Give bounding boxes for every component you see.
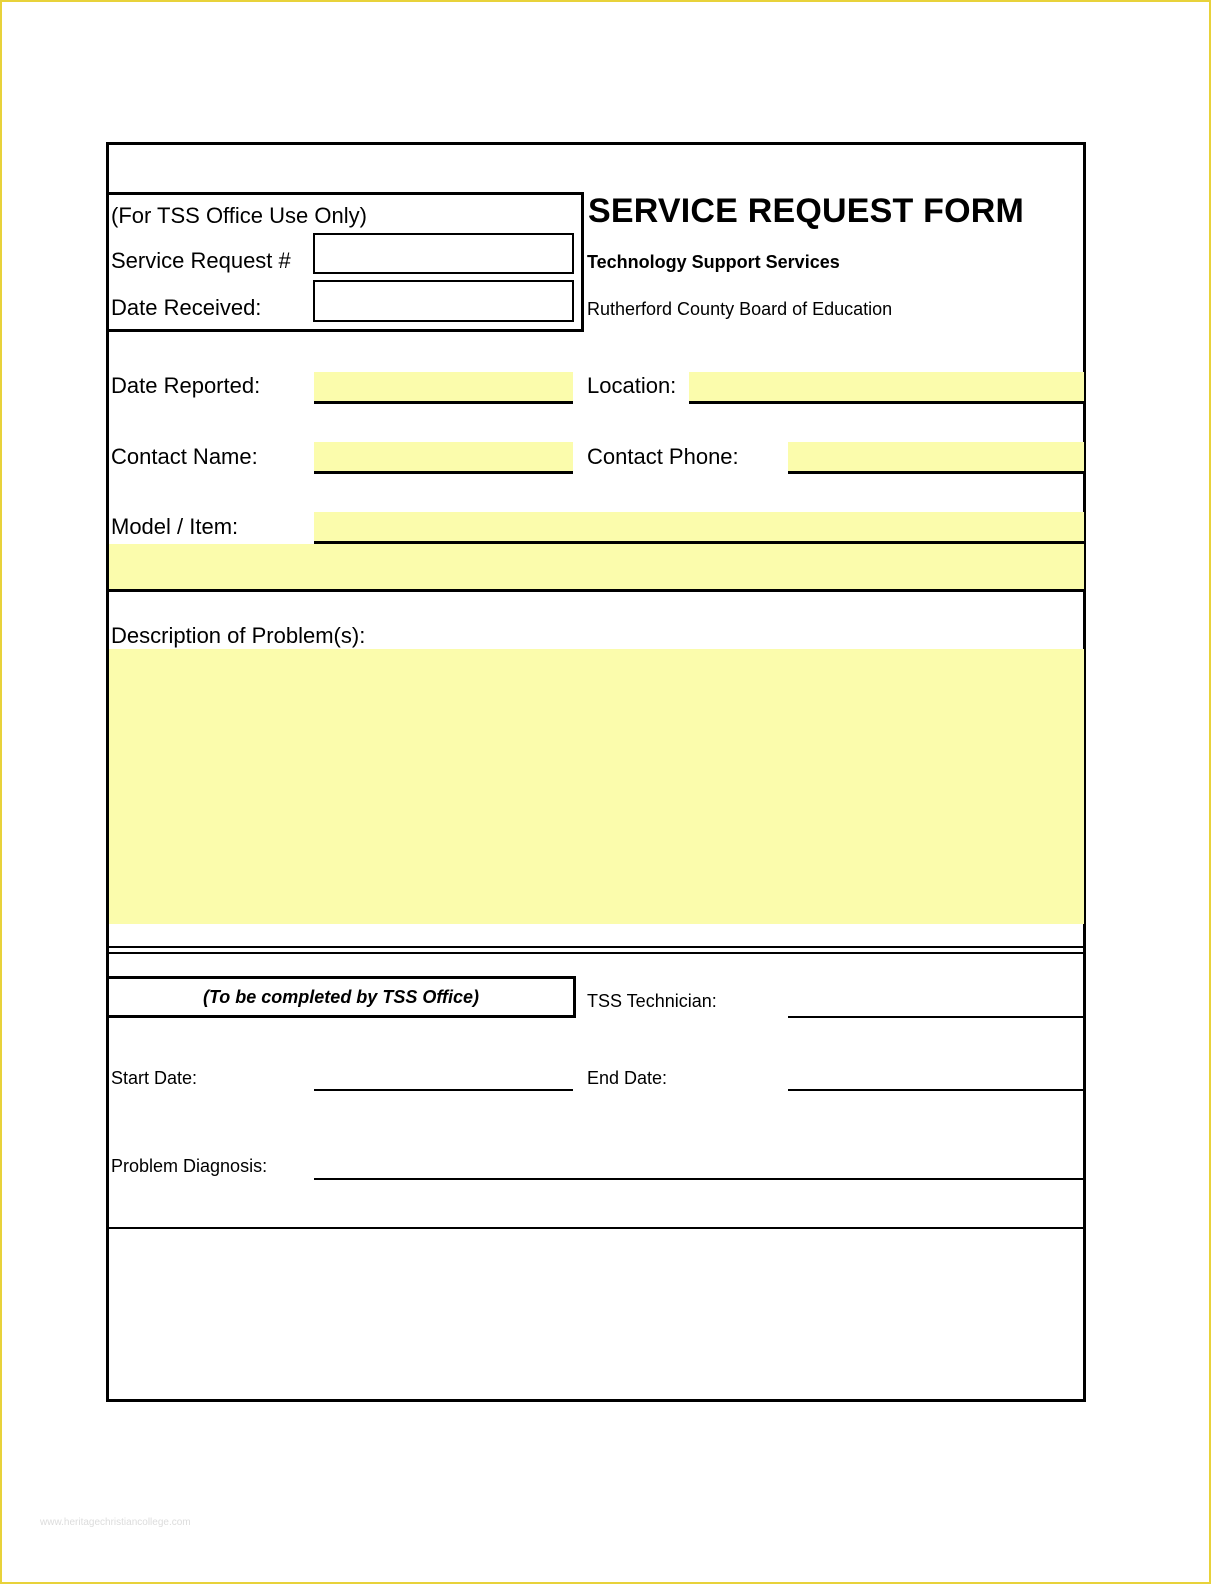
form-title: SERVICE REQUEST FORM <box>588 192 1024 230</box>
contact-name-label: Contact Name: <box>111 444 258 469</box>
start-date-label: Start Date: <box>111 1068 198 1088</box>
tss-office-heading: (To be completed by TSS Office) <box>202 986 480 1007</box>
department-name: Technology Support Services <box>587 252 840 272</box>
date-received-field[interactable] <box>313 280 574 322</box>
double-divider-bottom <box>109 952 1084 954</box>
double-divider-top <box>109 946 1084 948</box>
section-divider <box>109 589 1084 592</box>
organization-name: Rutherford County Board of Education <box>587 299 893 319</box>
diagnosis-label: Problem Diagnosis: <box>111 1156 268 1176</box>
office-use-heading: (For TSS Office Use Only) <box>111 203 367 228</box>
date-reported-label: Date Reported: <box>111 373 261 398</box>
end-date-field[interactable] <box>788 1072 1084 1091</box>
model-item-field[interactable] <box>314 512 1084 544</box>
tss-office-box <box>106 976 576 1018</box>
service-request-number-field[interactable] <box>313 233 574 274</box>
bottom-divider <box>109 1227 1084 1229</box>
contact-name-field[interactable] <box>314 442 573 474</box>
location-label: Location: <box>587 373 677 398</box>
service-request-label: Service Request # <box>111 248 291 273</box>
contact-phone-label: Contact Phone: <box>587 444 739 469</box>
description-field[interactable] <box>109 649 1084 924</box>
model-item-extra-field[interactable] <box>109 544 1084 590</box>
diagnosis-field[interactable] <box>314 1161 1084 1180</box>
watermark: www.heritagechristiancollege.com <box>40 1517 191 1528</box>
start-date-field[interactable] <box>314 1072 573 1091</box>
date-reported-field[interactable] <box>314 372 573 404</box>
date-received-label: Date Received: <box>111 295 262 320</box>
model-item-label: Model / Item: <box>111 514 239 539</box>
description-label: Description of Problem(s): <box>111 623 366 648</box>
end-date-label: End Date: <box>587 1068 668 1088</box>
contact-phone-field[interactable] <box>788 442 1084 474</box>
technician-field[interactable] <box>788 1000 1084 1018</box>
location-field[interactable] <box>689 372 1084 404</box>
technician-label: TSS Technician: <box>587 991 717 1011</box>
